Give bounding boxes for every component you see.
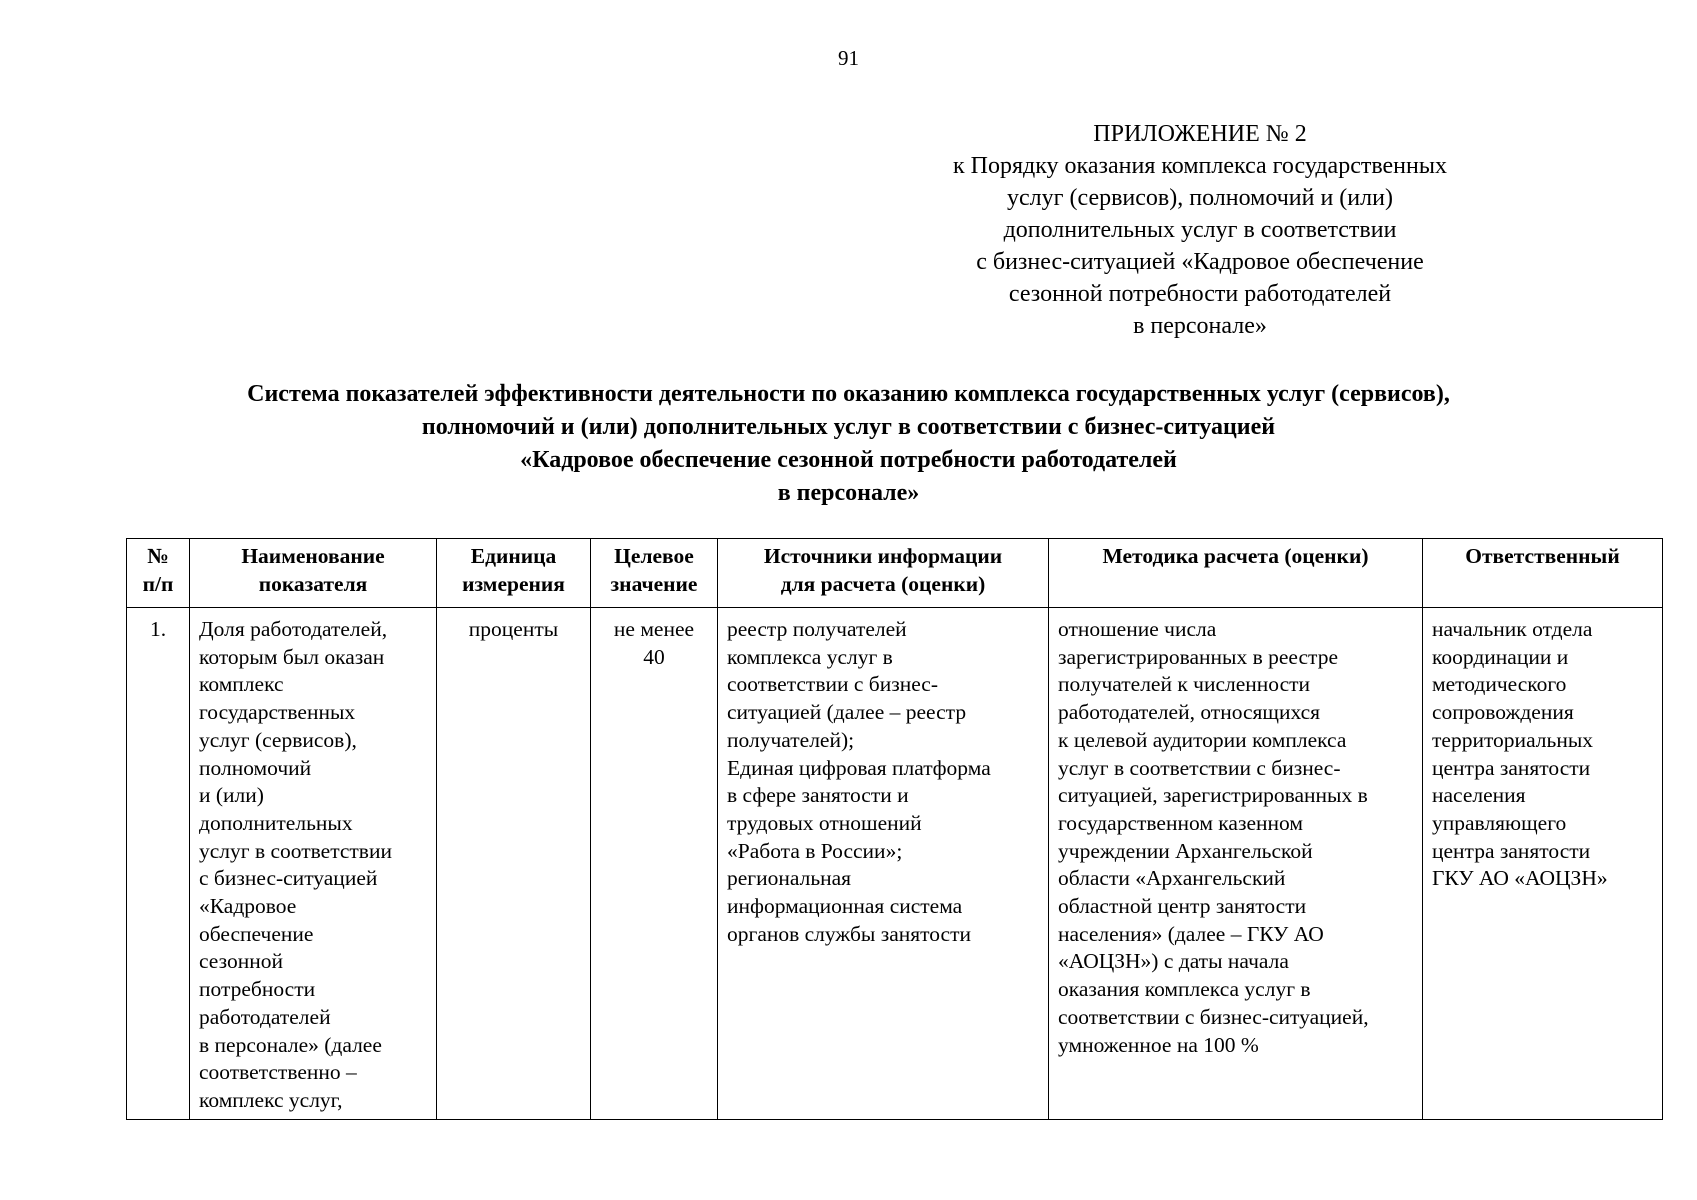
title-line: полномочий и (или) дополнительных услуг в соответствии с бизнес-ситуацией [421, 414, 1276, 440]
cell-text-line: ГКУ АО «АОЦЗН» [1432, 866, 1608, 891]
cell-text-line: услуг в соответствии с бизнес- [1058, 755, 1341, 780]
cell-text-line: оказания комплекса услуг в [1058, 977, 1311, 1002]
cell-text-line: региональная [727, 866, 852, 891]
cell-text-line: государственном казенном [1058, 810, 1303, 835]
cell-text-line: населения [1432, 783, 1526, 808]
appendix-header [920, 118, 1480, 342]
cell-text-line: «Работа в России»; [727, 838, 903, 863]
page-number: 91 [838, 46, 859, 70]
cell-text-line: соответствии с бизнес-ситуацией, [1058, 1004, 1369, 1029]
cell-text-line: с бизнес-ситуацией [199, 866, 378, 891]
cell-text-line: центра занятости [1432, 838, 1591, 863]
cell-text-line: информационная система [727, 894, 963, 919]
appendix-line: ПРИЛОЖЕНИЕ № 2 [1093, 121, 1307, 147]
cell-text-line: проценты [468, 617, 559, 641]
cell-text-line: получателей к численности [1058, 672, 1311, 697]
column-header-text: значение [610, 571, 698, 596]
cell-text-line: и (или) [199, 783, 264, 808]
cell-text-line: получателей); [727, 727, 855, 752]
cell-text-line: начальник отдела [1432, 617, 1593, 641]
cell-text-line: методического [1432, 672, 1567, 697]
cell-text-line: органов службы занятости [727, 921, 971, 946]
column-header-text: Целевое [614, 544, 694, 568]
cell-text-line: координации и [1432, 644, 1569, 669]
cell-text-line: населения» (далее – ГКУ АО [1058, 921, 1324, 946]
cell-text-line: услуг в соответствии [199, 838, 392, 863]
column-header-text: п/п [142, 571, 174, 596]
cell-responsible [1423, 608, 1663, 1120]
column-header-text: Единица [470, 544, 557, 568]
cell-text-line: комплекса услуг в [727, 644, 893, 669]
column-header-text: Источники информации [763, 544, 1003, 568]
cell-text-line: 1. [149, 617, 167, 641]
title-line: Система показателей эффективности деятельности по оказанию комплекса государственных услуг (сервисов), [247, 381, 1450, 407]
cell-text-line: сопровождения [1432, 700, 1574, 725]
cell-text-line: центра занятости [1432, 755, 1591, 780]
document-title [0, 378, 1697, 510]
cell-text-line: в сфере занятости и [727, 783, 909, 808]
column-header [1049, 539, 1423, 608]
cell-text-line: ситуацией, зарегистрированных в [1058, 783, 1368, 808]
cell-text-line: управляющего [1432, 810, 1567, 835]
cell-text-line: комплекс услуг, [199, 1087, 343, 1112]
appendix-line: сезонной потребности работодателей [1008, 281, 1392, 307]
title-line: «Кадровое обеспечение сезонной потребности работодателей [520, 447, 1177, 473]
table-row [127, 608, 1663, 1120]
column-header [1423, 539, 1663, 608]
cell-text-line: трудовых отношений [727, 810, 922, 835]
table-header-row [127, 539, 1663, 608]
cell-text-line: «АОЦЗН») с даты начала [1058, 949, 1289, 974]
cell-text-line: которым был оказан [199, 644, 385, 669]
cell-text-line: умноженное на 100 % [1058, 1032, 1259, 1057]
cell-text-line: комплекс [199, 672, 284, 697]
cell-text-line: ситуацией (далее – реестр [727, 700, 967, 725]
cell-text-line: соответствии с бизнес- [727, 672, 939, 697]
cell-text-line: территориальных [1432, 727, 1594, 752]
cell-text-line: отношение числа [1058, 617, 1217, 641]
cell-text-line: областной центр занятости [1058, 894, 1307, 919]
appendix-line: с бизнес-ситуацией «Кадровое обеспечение [976, 249, 1424, 275]
cell-text-line: учреждении Архангельской [1058, 838, 1313, 863]
cell-text-line: 40 [643, 644, 665, 669]
cell-info-sources [718, 608, 1049, 1120]
column-header-text: Методика расчета (оценки) [1102, 544, 1369, 568]
column-header [718, 539, 1049, 608]
cell-text-line: к целевой аудитории комплекса [1058, 727, 1347, 752]
cell-text-line: услуг (сервисов), [199, 727, 357, 752]
cell-calculation-method [1049, 608, 1423, 1120]
column-header [127, 539, 190, 608]
column-header [437, 539, 591, 608]
cell-indicator-name [190, 608, 437, 1120]
cell-text-line: полномочий [199, 755, 312, 780]
column-header [190, 539, 437, 608]
appendix-line: дополнительных услуг в соответствии [1003, 217, 1397, 243]
column-header-text: Ответственный [1465, 544, 1620, 568]
column-header-text: показателя [258, 571, 368, 596]
column-header-text: Наименование [241, 544, 385, 568]
cell-text-line: в персонале» (далее [199, 1032, 382, 1057]
title-line: в персонале» [777, 480, 920, 506]
column-header-text: измерения [462, 571, 565, 596]
column-header-text: для расчета (оценки) [780, 571, 986, 596]
table-body [127, 608, 1663, 1120]
cell-target-value [591, 608, 718, 1120]
cell-number [127, 608, 190, 1120]
cell-text-line: не менее [613, 617, 695, 641]
cell-text-line: работодателей [199, 1004, 331, 1029]
appendix-line: к Порядку оказания комплекса государственных [952, 153, 1447, 179]
appendix-line: в персонале» [1133, 313, 1267, 339]
cell-text-line: сезонной [199, 949, 283, 974]
cell-text-line: дополнительных [199, 810, 353, 835]
cell-text-line: работодателей, относящихся [1058, 700, 1321, 725]
column-header-text: № [147, 544, 169, 568]
cell-text-line: зарегистрированных в реестре [1058, 644, 1338, 669]
cell-text-line: Доля работодателей, [199, 617, 388, 641]
cell-text-line: Единая цифровая платформа [727, 755, 991, 780]
cell-text-line: соответственно – [199, 1060, 357, 1085]
cell-text-line: государственных [199, 700, 356, 725]
cell-text-line: «Кадровое [199, 894, 297, 919]
appendix-line: услуг (сервисов), полномочий и (или) [1007, 185, 1393, 211]
cell-unit [437, 608, 591, 1120]
column-header [591, 539, 718, 608]
cell-text-line: области «Архангельский [1058, 866, 1286, 891]
indicators-table [126, 538, 1663, 1120]
cell-text-line: реестр получателей [727, 617, 907, 641]
cell-text-line: обеспечение [199, 921, 314, 946]
cell-text-line: потребности [199, 977, 316, 1002]
